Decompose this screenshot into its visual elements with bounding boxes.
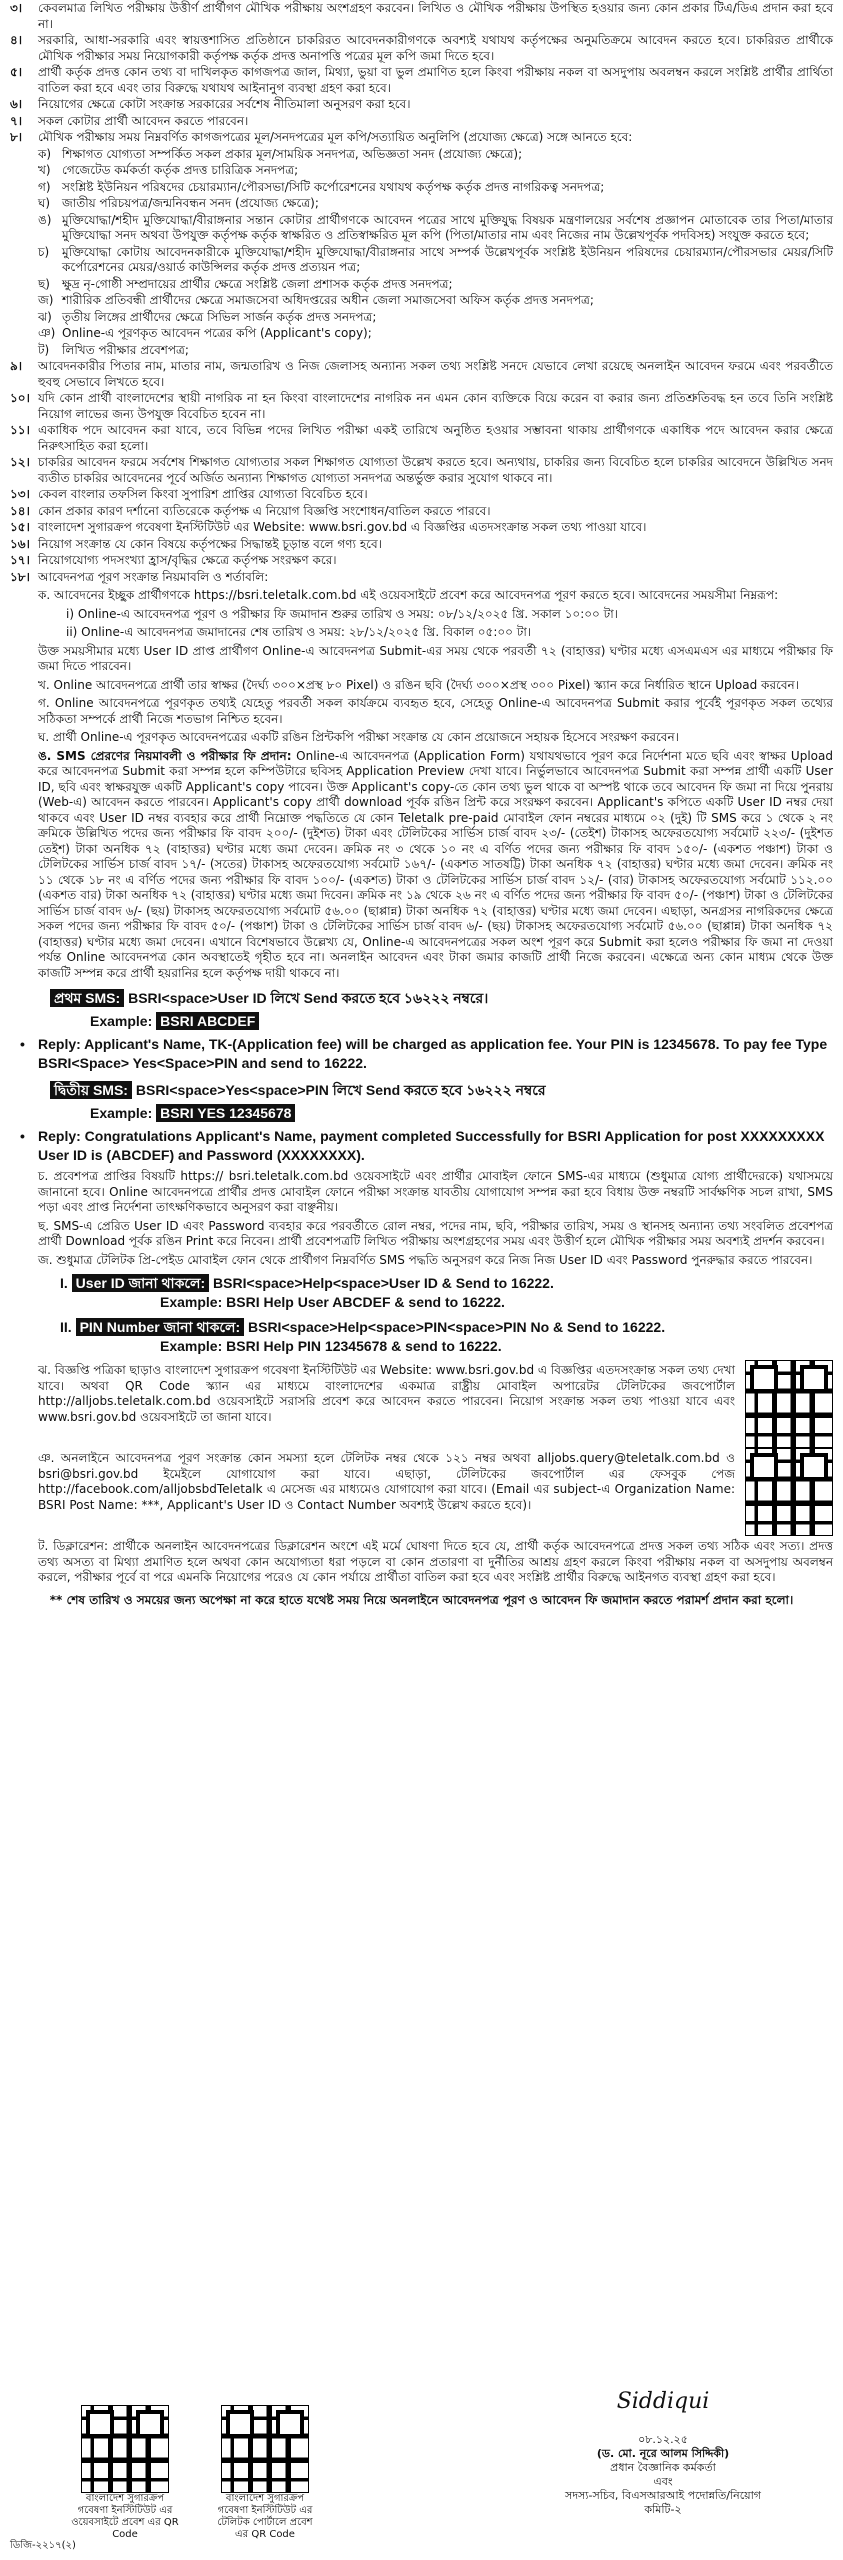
help-text: BSRI<space>Help<space>User ID & Send to 16222. — [213, 1275, 554, 1291]
help-by-pin — [60, 1318, 833, 1356]
condition-item — [10, 130, 833, 146]
document-item — [38, 277, 833, 293]
item-number: ৮। — [10, 130, 23, 144]
item-letter: গ) — [38, 179, 51, 194]
first-sms-example — [90, 1013, 833, 1029]
help-roman: I. — [60, 1275, 68, 1291]
item-text: তৃতীয় লিঙ্গের প্রার্থীদের ক্ষেত্রে সিভিল সার্জন কর্তৃক প্রদত্ত সনদপত্র; — [62, 309, 377, 324]
item-letter: ঞ) — [38, 326, 56, 340]
rule-cha: চ. প্রবেশপত্র প্রাপ্তির বিষয়টি https:// bsri.teletalk.com.bd ওয়েবসাইটে এবং প্রার্থীর মোবাইল ফোনে SMS-এর মাধ্যমে (শুধুমাত্র যোগ্য প্রার্থীদেরকে) যথাসময়ে জানানো হবে। Online আবেদনপত্রে প্রার্থীর প্রদত্ত মোবাইল ফোনে পরীক্ষা সংক্রান্ত যাবতীয় যোগাযোগ সম্পন্ন করা হবে বিধায় উক্ত নম্বরটি সার্বক্ষণিক সচল রাখা, SMS পড়া এবং প্রাপ্ত নির্দেশনা তাৎক্ষণিকভাবে অনুসরণ করা বাঞ্ছনীয়। — [38, 1169, 833, 1214]
document-item — [38, 326, 833, 342]
rule-jha: ঝ. বিজ্ঞপ্তি পত্রিকা ছাড়াও বাংলাদেশ সুগারক্রপ গবেষণা ইনস্টিটিউট এর Website: www.bsri.gov.bd এ বিজ্ঞপ্তির এতদসংক্রান্ত সকল তথ্য দেখা যাবে। অথবা QR Code স্ক্যান এর মাধ্যমে বাংলাদেশের একমাত্র রাষ্ট্রীয় মোবাইল অপারেটর টেলিটকের জবপোর্টাল http://alljobs.teletalk.com.bd ওয়েবসাইটে সরাসরি প্রবেশ করে আবেদন করতে পারবেন। নিয়োগ সংক্রান্ত সকল তথ্য পাওয়া যাবে এবং www.bsri.gov.bd ওয়েবসাইটে তা জানা যাবে। — [38, 1363, 735, 1424]
item-letter: ট) — [38, 342, 50, 357]
item-letter: ক) — [38, 146, 52, 161]
item-text: চাকরির আবেদন ফরমে সর্বশেষ শিক্ষাগত যোগ্যতার সকল শিক্ষাগত যোগ্যতা উল্লেখ করতে হবে। অন্যথায়, চাকরির জন্য বিবেচিত হলে চাকরির আবেদনে উল্লিখিত সনদ ব্যতীত চাকরির আবেদনের পূর্বে অর্জিত অন্যান্য শিক্ষাগত যোগ্যতা সনদপত্র অন্তর্ভুক্ত করার সুযোগ থাকবে না। — [38, 455, 833, 485]
document-item — [38, 147, 833, 163]
item-text: সকল কোটার প্রার্থী আবেদন করতে পারবেন। — [38, 113, 249, 128]
rule-ja: জ. শুধুমাত্র টেলিটক প্রি-পেইড মোবাইল ফোন থেকে প্রার্থীগণ নিম্নবর্ণিত SMS পদ্ধতি অনুসরণ করে নিজ নিজ User ID এবং Password পুনরুদ্ধার করতে পারবেন। — [38, 1252, 813, 1267]
condition-item — [10, 570, 833, 586]
rule-ta: ট. ডিক্লারেশন: প্রার্থীকে অনলাইন আবেদনপত্রের ডিক্লারেশন অংশে এই মর্মে ঘোষণা দিতে হবে যে, প্রার্থী কর্তৃক আবেদনপত্রে প্রদত্ত সকল তথ্য সঠিক এবং সত্য। প্রদত্ত তথ্য অসত্য বা মিথ্যা প্রমাণিত হলে অথবা কোন অযোগ্যতা ধরা পড়লে বা কোন প্রতারণা বা দুর্নীতির আশ্রয় গ্রহণ করলে কিংবা পরীক্ষায় নকল বা অসদুপায় অবলম্বন করলে, পরীক্ষার পূর্বে বা পরে এমনকি নিয়োগের পরেও যে কোন পর্যায়ে প্রার্থীতা বাতিল করা হবে এবং সংশ্লিষ্ট প্রার্থীর বিরুদ্ধে আইনগত ব্যবস্থা গ্রহণ করা হবে। — [38, 1539, 833, 1584]
application-rules — [38, 588, 833, 981]
help-label: User ID জানা থাকলে: — [72, 1274, 209, 1292]
condition-item — [10, 553, 833, 569]
signer-role: সদস্য-সচিব, বিএসআরআই পদোন্নতি/নিয়োগ কমিটি-২ — [564, 2489, 762, 2516]
help-example: Example: BSRI Help PIN 12345678 & send to 16222. — [160, 1338, 502, 1354]
item-text: লিখিত পরীক্ষার প্রবেশপত্র; — [62, 342, 189, 357]
document-item — [38, 180, 833, 196]
condition-item — [10, 537, 833, 553]
second-sms-example — [90, 1105, 833, 1121]
item-number: ৩। — [10, 1, 23, 15]
item-text: প্রার্থী কর্তৃক প্রদত্ত কোন তথ্য বা দাখিলকৃত কাগজপত্র জাল, মিথ্যা, ভুয়া বা ভুল প্রমাণিত হলে কিংবা পরীক্ষায় নকল বা অসদুপায় অবলম্বন করলে সংশ্লিষ্ট প্রার্থীর প্রার্থিতা বাতিল করা হবে এবং তার বিরুদ্ধে যথাযথ আইনানুগ ব্যবস্থা গ্রহণ করা হবে। — [38, 65, 833, 95]
reply-1 — [20, 1035, 833, 1073]
item-number: ১৬। — [10, 536, 30, 551]
first-sms-text: BSRI<space>User ID লিখে Send করতে হবে ১৬২২২ নম্বরে। — [128, 990, 489, 1006]
rule-nya-block — [38, 1448, 833, 1536]
rule-gha: ঘ. প্রার্থী Online-এ পূরণকৃত আবেদনপত্রের একটি রঙিন প্রিন্টকপি পরীক্ষা সংক্রান্ত যে কোন প্রয়োজনে সহায়ক হিসেবে সংরক্ষণ করবেন। — [38, 730, 679, 744]
final-note: ** শেষ তারিখ ও সময়ের জন্য অপেক্ষা না করে হাতে যথেষ্ট সময় নিয়ে অনলাইনে আবেদনপত্র পূরণ ও আবেদন ফি জমাদান করতে পরামর্শ প্রদান করা হলো। — [49, 1592, 794, 1607]
item-text: ক্ষুদ্র নৃ-গোষ্ঠী সম্প্রদায়ের প্রার্থীর ক্ষেত্রে সংশ্লিষ্ট জেলা প্রশাসক কর্তৃক প্রদত্ত সনদপত্র; — [62, 276, 453, 291]
item-number: ১৭। — [10, 553, 30, 567]
qr-code-icon — [745, 1360, 833, 1448]
signer-and: এবং — [653, 2475, 673, 2488]
item-text: জাতীয় পরিচয়পত্র/জন্মনিবন্ধন সনদ (প্রযোজ্য ক্ষেত্রে); — [62, 196, 319, 210]
document-item — [38, 245, 833, 276]
rule-ta-block — [38, 1539, 833, 1586]
rule-nga-body: Online-এ আবেদনপত্র (Application Form) যথাযথভাবে পূরণ করে নির্দেশনা মতে ছবি এবং স্বাক্ষর Upload করে আবেদনপত্র Submit করা সম্পন্ন হলে কম্পিউটারে ছবিসহ Application Preview দেখা যাবে। নির্ভুলভাবে আবেদনপত্র Submit করা সম্পন্ন প্রার্থী একটি User ID, ছবি এবং স্বাক্ষরযুক্ত একটি Applicant's copy পাবেন। উক্ত Applicant's copy-তে কোন তথ্য ভুল থাকে বা অস্পষ্ট থাকে তবে আবেদন ফি জমা না দিয়ে পুনরায় (Web-এ) আবেদন করতে পারবেন। Applicant's copy প্রার্থী download পূর্বক রঙিন প্রিন্ট করে সংরক্ষণ করবেন। Applicant's কপিতে একটি User ID নম্বর দেয়া থাকবে এবং User ID নম্বর ব্যবহার করে প্রার্থী নিম্নোক্ত পদ্ধতিতে যে কোন Teletalk pre-paid মোবাইল ফোন নম্বরের মাধ্যমে ০২ (দুই) টি SMS করে ১ থেকে ২ নং ক্রমিকে উল্লিখিত পদের জন্য পরীক্ষার ফি বাবদ ২০০/- (দুইশত) টাকা এবং টেলিটকের সার্ভিস চার্জ বাবদ ২৩/- (তেইশ) টাকাসহ অফেরতযোগ্য সর্বমোট ২২৩/- (দুইশত তেইশ) টাকা অনধিক ৭২ (বাহাত্তর) ঘণ্টার মধ্যে জমা দেবেন। ক্রমিক নং ৩ থেকে ১০ নং এ বর্ণিত পদের জন্য পরীক্ষার ফি বাবদ ১৫০/- (একশত পঞ্চাশ) টাকা ও টেলিটকের সার্ভিস চার্জ বাবদ ১৭/- (সতের) টাকাসহ অফেরতযোগ্য সর্বমোট ১৬৭/- (একশত সাতষট্টি) টাকা অনধিক ৭২ (বাহাত্তর) ঘণ্টার মধ্যে জমা দেবেন। ক্রমিক নং ১১ থেকে ১৮ নং এ বর্ণিত পদের জন্য পরীক্ষার ফি বাবদ ১০০/- (একশত) টাকা ও টেলিটকের সার্ভিস চার্জ বাবদ ১২/- (বার) টাকাসহ অফেরতযোগ্য সর্বমোট ১১২.০০ (একশত বার) টাকা অনধিক ৭২ (বাহাত্তর) ঘণ্টার মধ্যে জমা দিবেন। ক্রমিক নং ১৯ থেকে ২৬ নং এ বর্ণিত পদের জন্য পরীক্ষার ফি বাবদ ৫০/- (পঞ্চাশ) টাকা ও টেলিটকের সার্ভিস চার্জ বাবদ ৬/- (ছয়) টাকাসহ অফেরতযোগ্য সর্বমোট ৫৬.০০ (ছাপ্পান্ন) টাকা অনধিক ৭২ (বাহাত্তর) ঘণ্টার মধ্যে জমা দেবেন। এছাড়া, অনগ্রসর নাগরিকদের ক্ষেত্রে সকল পদের জন্য পরীক্ষার ফি বাবদ ৫০/- (পঞ্চাশ) টাকা ও টেলিটকের সার্ভিস চার্জ বাবদ ৬/- (ছয়) টাকাসহ অফেরতযোগ্য সর্বমোট ৫৬.০০ (ছাপ্পান্ন) টাকা অনধিক ৭২ (বাহাত্তর) ঘণ্টার মধ্যে জমা দেবেন। এখানে বিশেষভাবে উল্লেখ্য যে, Online-এ আবেদনপত্রের সকল অংশ পূরণ করে Submit করা হলেও পরীক্ষার ফি জমা না দেওয়া পর্যন্ত Online আবেদনপত্র কোন অবস্থাতেই গৃহীত হবে না। অনলাইন আবেদন এবং টাকা জমার কাজটি প্রার্থী নিজে করবেন। এক্ষেত্রে অন্য কোন মাধ্যম থেকে উক্ত কাজটি সম্পন্ন করে প্রার্থী হয়রানির হলে কর্তৃপক্ষ দায়ী থাকবে না। — [38, 748, 833, 980]
item-text: মুক্তিযোদ্ধা/শহীদ মুক্তিযোদ্ধা/বীরাঙ্গনার সন্তান কোটার প্রার্থীগণকে আবেদন পত্রের সাথে মুক্তিযুদ্ধ বিষয়ক মন্ত্রণালয়ের সর্বশেষ প্রজ্ঞাপন মোতাবেক তার পিতা/মাতার মুক্তিযোদ্ধা সনদ অথবা উপযুক্ত কর্তৃপক্ষ কর্তৃক স্বাক্ষরিত ও প্রতিস্বাক্ষরিত মূল কপি (পিতা/মাতার নাম এবং নিজের নাম উল্লেখপূর্বক পদবিসহ) সংযুক্ত করতে হবে; — [62, 212, 833, 242]
rules-cont — [38, 1169, 833, 1268]
signature-date: ০৮.১২.২৫ — [638, 2433, 688, 2446]
rule-jha-block — [38, 1360, 833, 1448]
document-item — [38, 163, 833, 179]
footer — [10, 2389, 833, 2555]
qr-code-icon — [221, 2405, 309, 2493]
second-sms-line — [50, 1079, 833, 1103]
document-item — [38, 196, 833, 212]
item-number: ৯। — [10, 359, 23, 373]
item-number: ১৩। — [10, 487, 30, 501]
bullet-dot-icon: • — [20, 1128, 25, 1144]
help-label: PIN Number জানা থাকলে: — [76, 1318, 245, 1336]
item-text: আবেদনকারীর পিতার নাম, মাতার নাম, জন্মতারিখ ও নিজ জেলাসহ অন্যান্য সকল তথ্য সংশ্লিষ্ট সনদে যেভাবে লেখা রয়েছে অনলাইন আবেদন ফরমে এবং পরবর্তীতে হুবহু সেভাবে লিখতে হবে। — [38, 359, 833, 389]
help-text: BSRI<space>Help<space>PIN<space>PIN No & Send to 16222. — [248, 1319, 666, 1335]
notice-page — [10, 0, 833, 2560]
example-label: Example: — [90, 1013, 153, 1029]
first-sms-label: প্রথম SMS: — [50, 989, 124, 1007]
item-text: কেবলমাত্র লিখিত পরীক্ষায় উত্তীর্ণ প্রার্থীগণ মৌখিক পরীক্ষায় অংশগ্রহণ করবেন। লিখিত ও মৌখিক পরীক্ষায় উপস্থিত হওয়ার জন্য কোন প্রকার টিএ/ডিএ প্রদান করা হবে না। — [38, 1, 833, 31]
item-number: ১০। — [10, 391, 30, 405]
document-item — [38, 310, 833, 326]
item-letter: চ) — [38, 244, 50, 259]
item-text: মৌখিক পরীক্ষায় সময় নিম্নবর্ণিত কাগজপত্রের মূল/সনদপত্রের মূল কপি/সত্যায়িত অনুলিপি (প্রযোজ্য ক্ষেত্রে) সঙ্গে আনতে হবে: — [38, 130, 633, 144]
signature-image: Siddiqui — [616, 2389, 710, 2414]
qr-website — [70, 2405, 180, 2541]
help-by-userid — [60, 1274, 833, 1312]
item-number: ১১। — [10, 423, 30, 437]
item-text: নিয়োগের ক্ষেত্রে কোটা সংক্রান্ত সরকারের সর্বশেষ নীতিমালা অনুসরণ করা হবে। — [38, 97, 411, 111]
item-text: সংশ্লিষ্ট ইউনিয়ন পরিষদের চেয়ারম্যান/পৌরসভা/সিটি কর্পোরেশনের যথাযথ কর্তৃপক্ষ কর্তৃক প্রদত্ত নাগরিকত্ব সনদপত্র; — [62, 179, 605, 194]
condition-item — [10, 487, 833, 503]
condition-item — [10, 65, 833, 96]
example-value: BSRI ABCDEF — [156, 1012, 259, 1030]
reply-1-text: Reply: Applicant's Name, TK-(Application fee) will be charged as application fee. Your PIN is 12345678. To pay fee Type BSRI<Space> Yes<Space>PIN and send to 16222. — [38, 1036, 828, 1071]
item-number: ১৫। — [10, 520, 30, 534]
item-text: একাধিক পদে আবেদন করা যাবে, তবে বিভিন্ন পদের লিখিত পরীক্ষা একই তারিখে অনুষ্ঠিত হওয়ার সম্ভাবনা থাকায় প্রার্থীগণকে একাধিক পদে আবেদন করার ক্ষেত্রে নিরুৎসাহিত করা হলো। — [38, 423, 833, 453]
item-number: ১৮। — [10, 569, 30, 584]
rule-chha: ছ. SMS-এ প্রেরিত User ID এবং Password ব্যবহার করে পরবর্তীতে রোল নম্বর, পদের নাম, ছবি, পরীক্ষার তারিখ, সময় ও স্থানসহ অন্যান্য তথ্য সংবলিত প্রবেশপত্র প্রার্থী Download পূর্বক রঙিন Print করে নিবেন। প্রার্থী প্রবেশপত্রটি লিখিত পরীক্ষায় অংশগ্রহণের সময় এবং উত্তীর্ণ হলে মৌখিক পরীক্ষার সময় অবশ্যই প্রদর্শন করবেন। — [38, 1218, 833, 1248]
reply-2 — [20, 1127, 833, 1165]
reply-2-text: Reply: Congratulations Applicant's Name, payment completed Successfully for BSRI Application for post XXXXXXXXX User ID is (ABCDEF) and Password (XXXXXXXX). — [38, 1128, 825, 1163]
item-text: নিয়োগযোগ্য পদসংখ্যা হ্রাস/বৃদ্ধির ক্ষেত্রে কর্তৃপক্ষ সংরক্ষণ করে। — [38, 553, 337, 567]
condition-item — [10, 455, 833, 486]
qr-portal — [210, 2405, 320, 2541]
help-roman: II. — [60, 1319, 72, 1335]
rule-nga-heading: ঙ. SMS প্রেরণের নিয়মাবলী ও পরীক্ষার ফি প্রদান: — [38, 748, 292, 763]
condition-item — [10, 391, 833, 422]
item-number: ৬। — [10, 97, 23, 111]
item-text: সরকারি, আধা-সরকারি এবং স্বায়ত্তশাসিত প্রতিষ্ঠানে চাকরিরত আবেদনকারীগণকে অবশ্যই যথাযথ কর্তৃপক্ষের অনুমতিক্রমে আবেদন করতে হবে। চাকরিরত প্রার্থীকে মৌখিক পরীক্ষার সময় নিয়োগকারী কর্তৃপক্ষ কর্তৃক প্রদত্ত অনাপত্তি পত্রের মূল কপি জমা দিতে হবে। — [38, 33, 833, 63]
rule-kha: খ. Online আবেদনপত্রে প্রার্থী তার স্বাক্ষর (দৈর্ঘ্য ৩০০×প্রস্থ ৮০ Pixel) ও রঙিন ছবি (দৈর্ঘ্য ৩০০×প্রস্থ ৩০০ Pixel) স্ক্যান করে নির্ধারিত স্থানে Upload করবেন। — [38, 677, 799, 692]
condition-item — [10, 359, 833, 390]
item-text: মুক্তিযোদ্ধা কোটায় আবেদনকারীকে মুক্তিযোদ্ধা/শহীদ মুক্তিযোদ্ধা/বীরাঙ্গনার সাথে সম্পর্ক উল্লেখপূর্বক সংশ্লিষ্ট ইউনিয়ন পরিষদের চেয়ারম্যান/পৌরসভার মেয়র/সিটি কর্পোরেশনের মেয়র/ওয়ার্ড কাউন্সিলর কর্তৃক প্রদত্ত প্রত্যয়ন পত্র; — [62, 244, 833, 274]
signature-block — [553, 2389, 773, 2517]
item-text: শিক্ষাগত যোগ্যতা সম্পর্কিত সকল প্রকার মূল/সাময়িক সনদপত্র, অভিজ্ঞতা সনদ (প্রযোজ্য ক্ষেত্রে); — [62, 146, 523, 161]
required-documents-list — [10, 147, 833, 359]
notice-code: ডিজি-২২১৭(২) — [10, 2540, 76, 2551]
item-text: বাংলাদেশ সুগারক্রপ গবেষণা ইনস্টিটিউট এর Website: www.bsri.gov.bd এ বিজ্ঞপ্তির এতদসংক্রান্ত সকল তথ্য পাওয়া যাবে। — [38, 520, 647, 534]
item-number: ৪। — [10, 33, 23, 47]
item-letter: জ) — [38, 293, 54, 307]
item-text: যদি কোন প্রার্থী বাংলাদেশের স্থায়ী নাগরিক না হন কিংবা বাংলাদেশের নাগরিক নন এমন কোন ব্যক্তিকে বিয়ে করেন বা করার জন্য প্রতিশ্রুতিবদ্ধ হন তবে তিনি সংশ্লিষ্ট নিয়োগ লাভের জন্য উপযুক্ত বিবেচিত হবেন না। — [38, 391, 833, 421]
second-sms-text: BSRI<space>Yes<space>PIN লিখে Send করতে হবে ১৬২২২ নম্বরে — [135, 1082, 546, 1098]
condition-item — [10, 504, 833, 520]
example-value: BSRI YES 12345678 — [156, 1104, 295, 1122]
rule-end-date: ii) Online-এ আবেদনপত্র জমাদানের শেষ তারিখ ও সময়: ২৮/১২/২০২৫ খ্রি. বিকাল ০৫:০০ টা। — [66, 625, 532, 639]
qr-caption: বাংলাদেশ সুগারক্রপ গবেষণা ইনস্টিটিউট এর ওয়েবসাইটে প্রবেশ এর QR Code — [71, 2493, 179, 2540]
item-text: শারীরিক প্রতিবন্ধী প্রার্থীদের ক্ষেত্রে সমাজসেবা অধিদপ্তরের অধীন জেলা সমাজসেবা অফিস কর্তৃক প্রদত্ত সনদপত্র; — [62, 293, 594, 307]
second-sms-label: দ্বিতীয় SMS: — [50, 1081, 132, 1099]
item-number: ৭। — [10, 113, 23, 128]
bullet-dot-icon: • — [20, 1036, 25, 1052]
item-text: নিয়োগ সংক্রান্ত যে কোন বিষয়ে কর্তৃপক্ষের সিদ্ধান্তই চূড়ান্ত বলে গণ্য হবে। — [38, 536, 382, 551]
item-text: আবেদনপত্র পূরণ সংক্রান্ত নিয়মাবলি ও শর্তাবলি: — [38, 569, 269, 584]
item-number: ১৪। — [10, 503, 30, 518]
condition-item — [10, 423, 833, 454]
item-letter: খ) — [38, 163, 51, 177]
condition-item — [10, 520, 833, 536]
item-letter: ঘ) — [38, 196, 51, 210]
help-example: Example: BSRI Help User ABCDEF & send to 16222. — [160, 1294, 505, 1310]
item-text: গেজেটেড কর্মকর্তা কর্তৃক প্রদত্ত চারিত্রিক সনদপত্র; — [62, 163, 299, 177]
document-item — [38, 343, 833, 359]
item-letter: ঝ) — [38, 309, 52, 324]
rule-ka: ক. আবেদনের ইচ্ছুক প্রার্থীগণকে https://bsri.teletalk.com.bd এই ওয়েবসাইটে প্রবেশ করে আবেদনপত্র পূরণ করতে হবে। আবেদনের সময়সীমা নিম্নরূপ: — [38, 588, 779, 602]
document-item — [38, 213, 833, 244]
item-number: ১২। — [10, 455, 30, 469]
item-number: ৫। — [10, 65, 23, 79]
rule-nga — [38, 749, 833, 982]
signer-title: প্রধান বৈজ্ঞানিক কর্মকর্তা — [610, 2461, 716, 2474]
first-sms-line — [50, 987, 833, 1011]
rule-ga: গ. Online আবেদনপত্রে পূরণকৃত তথ্যই যেহেতু পরবর্তী সকল কার্যক্রমে ব্যবহৃত হবে, সেহেতু Online-এ আবেদনপত্র Submit করার পূর্বেই পূরণকৃত সকল তথ্যের সঠিকতা সম্পর্কে প্রার্থী নিজে শতভাগ নিশ্চিত হবেন। — [38, 696, 833, 726]
rule-start-date: i) Online-এ আবেদনপত্র পূরণ ও পরীক্ষার ফি জমাদান শুরুর তারিখ ও সময়: ০৮/১২/২০২৫ খ্রি. সকাল ১০:০০ টা। — [66, 606, 618, 621]
condition-item — [10, 1, 833, 32]
signer-name: (ড. মো. নূরে আলম সিদ্দিকী) — [596, 2447, 730, 2460]
qr-code-icon — [81, 2405, 169, 2493]
rule-nya: ঞ. অনলাইনে আবেদনপত্র পূরণ সংক্রান্ত কোন সমস্যা হলে টেলিটক নম্বর থেকে ১২১ নম্বর অথবা alljobs.query@teletalk.com.bd ও bsri@bsri.gov.bd ইমেইলে যোগাযোগ করা যাবে। এছাড়া, টেলিটকের জবপোর্টাল এর ফেসবুক পেজ http://facebook.com/alljobsbdTeletalk এ মেসেজ এর মাধ্যমেও যোগাযোগ করা যাবে। (Email এর subject-এ Organization Name: BSRI Post Name: ***, Applicant's User ID ও Contact Number অবশ্যই উল্লেখ করতে হবে)। — [38, 1451, 735, 1512]
condition-item — [10, 114, 833, 130]
sms-instructions — [10, 987, 833, 1165]
document-item — [38, 293, 833, 309]
qr-code-icon — [745, 1448, 833, 1536]
rule-note: উক্ত সময়সীমার মধ্যে User ID প্রাপ্ত প্রার্থীগণ Online-এ আবেদনপত্র Submit-এর সময় থেকে পরবর্তী ৭২ (বাহাত্তর) ঘণ্টার মধ্যে এসএমএস এর মাধ্যমে পরীক্ষার ফি জমা দিতে পারবেন। — [38, 643, 833, 673]
item-letter: ঙ) — [38, 212, 52, 227]
item-text: কোন প্রকার কারণ দর্শানো ব্যতিরেকে কর্তৃপক্ষ এ নিয়োগ বিজ্ঞপ্তি সংশোধন/বাতিল করতে পারবে। — [38, 503, 491, 518]
example-label: Example: — [90, 1105, 153, 1121]
item-letter: ছ) — [38, 276, 50, 291]
numbered-list-mid — [10, 359, 833, 585]
item-text: কেবল বাংলার তফসিল কিংবা সুপারিশ প্রাপ্তির যোগ্যতা বিবেচিত হবে। — [38, 487, 368, 501]
condition-item — [10, 33, 833, 64]
item-text: Online-এ পূরণকৃত আবেদন পত্রের কপি (Applicant's copy); — [62, 326, 372, 340]
numbered-list-top — [10, 1, 833, 146]
qr-caption: বাংলাদেশ সুগারক্রপ গবেষণা ইনস্টিটিউট এর টেলিটক পোর্টালে প্রবেশ এর QR Code — [217, 2493, 313, 2540]
condition-item — [10, 97, 833, 113]
